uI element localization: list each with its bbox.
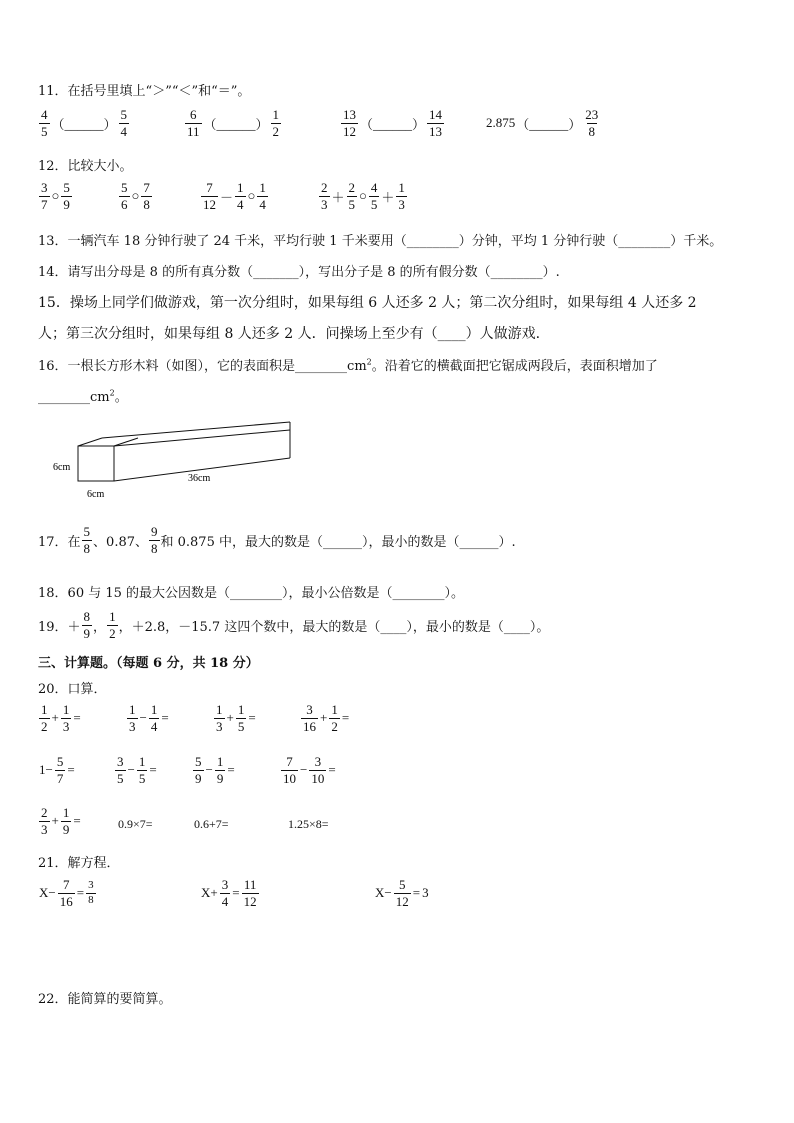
equation: X+ $\frac{3}{4}$ = $\frac{11}{12}$ (201, 877, 257, 909)
q12-instruction: 12．比较大小。 (38, 159, 133, 174)
q15-line-1: 15．操场上同学们做游戏，第一次分组时，如果每组 6 人还多 2 人；第二次分组时，如果每组 4 人还多 2 (38, 295, 697, 311)
q20-expr: 0.9×7= (118, 817, 153, 831)
q14-text: 14．请写出分母是 8 的所有真分数（_______），写出分子是 8 的所有假分数（________）. (38, 265, 560, 280)
q20-expr: $\frac{7}{10}$ − $\frac{3}{10}$ = (283, 754, 336, 786)
q20-row-2 (38, 755, 438, 791)
width-label: 6cm (87, 489, 105, 500)
q20-expr: $\frac{1}{3}$ + $\frac{1}{5}$ = (216, 702, 256, 734)
q15-line-2: 人；第三次分组时，如果每组 8 人还多 2 人．问操场上至少有（____）人做游戏. (38, 326, 541, 342)
q12-item-4: $\frac{2}{3}$ ＋ $\frac{2}{5}$ ○ $\frac{4}{5}$ ＋ $\frac{1}{3}$ (321, 180, 405, 212)
q20-instruction: 20．口算． (38, 682, 107, 697)
q20-expr: $\frac{3}{16}$ + $\frac{1}{2}$ = (303, 702, 350, 734)
q18-text: 18．60 与 15 的最大公因数是（________），最小公倍数是（________）。 (38, 586, 465, 601)
prism-figure (50, 415, 300, 505)
q17-text: 17．在 $\frac{5}{8}$ 、0.87、 $\frac{9}{8}$ 和 0.875 中，最大的数是（______），最小的数是（______）. (38, 524, 516, 556)
q11-instruction: 11．在括号里填上“＞”“＜”和“＝”。 (38, 84, 251, 99)
q22-text: 22．能简算的要简算。 (38, 992, 172, 1007)
compare-circle[interactable]: ○ (51, 188, 60, 204)
q20-expr: 0.6+7= (194, 817, 229, 831)
q20-expr: 1− $\frac{5}{7}$ = (39, 754, 75, 786)
equation: X− $\frac{7}{16}$ = $\frac{3}{8}$ (39, 877, 94, 909)
q20-expr: $\frac{1}{2}$ + $\frac{1}{3}$ = (41, 702, 81, 734)
compare-circle[interactable]: ○ (359, 188, 367, 204)
q13-text: 13．一辆汽车 18 分钟行驶了 24 千米，平均行驶 1 千米要用（________）分钟，平均 1 分钟行驶（________）千米。 (38, 234, 723, 249)
q19-text: 19．＋ $\frac{8}{9}$ ， $\frac{1}{2}$ ，＋2.8，－15.7 这四个数中，最大的数是（____），最小的数是（____）。 (38, 609, 550, 641)
answer-blank[interactable]: （______） (516, 116, 582, 132)
answer-blank[interactable]: （______） (203, 116, 269, 132)
length-label: 36cm (188, 473, 211, 484)
q11-item-1: $\frac{4}{5}$ （______） $\frac{5}{4}$ (41, 107, 128, 139)
section-title: 三、计算题。（每题 6 分，共 18 分） (38, 656, 259, 671)
q21-equations (38, 878, 498, 918)
q20-expr: $\frac{3}{5}$ − $\frac{1}{5}$ = (117, 754, 157, 786)
prism-edge (78, 438, 102, 446)
q20-expr: $\frac{5}{9}$ − $\frac{1}{9}$ = (195, 754, 235, 786)
prism-front-face (78, 446, 114, 481)
equation: X− $\frac{5}{12}$ = 3 (375, 877, 429, 909)
prism-top-front-edge (114, 430, 290, 446)
q20-expr: 1.25×8= (288, 817, 329, 831)
q20-row-3 (38, 806, 438, 842)
q12-item-1: $\frac{3}{7}$ ○ $\frac{5}{9}$ (41, 180, 70, 212)
q12-item-3: $\frac{7}{12}$ － $\frac{1}{4}$ ○ $\frac{1}{4}$ (203, 180, 266, 212)
q20-expr: $\frac{1}{3}$ − $\frac{1}{4}$ = (129, 702, 169, 734)
q20-row-1 (38, 703, 438, 739)
q16-line-2: $\_\_\_\_\_\_\_\_cm^2$。 (38, 388, 128, 405)
q16-line-1: 16．一根长方形木料（如图），它的表面积是$\_\_\_\_\_\_\_\_cm^2$。沿着它的横截面把它锯成两段后，表面积增加了 (38, 357, 658, 374)
compare-circle[interactable]: ○ (131, 188, 140, 204)
prism-top-back-edge (102, 422, 290, 438)
q11-item-3: $\frac{13}{12}$ （______） $\frac{14}{13}$ (343, 107, 443, 139)
q11-item-4: 2.875 （______） $\frac{23}{8}$ (486, 107, 599, 139)
answer-blank[interactable]: （______） (360, 116, 426, 132)
compare-circle[interactable]: ○ (247, 188, 256, 204)
answer-blank[interactable]: （______） (51, 116, 117, 132)
q20-expr: $\frac{2}{3}$ + $\frac{1}{9}$ = (41, 805, 81, 837)
q11-item-2: $\frac{6}{11}$ （______） $\frac{1}{2}$ (187, 107, 280, 139)
height-label: 6cm (53, 462, 71, 473)
q12-item-2: $\frac{5}{6}$ ○ $\frac{7}{8}$ (121, 180, 150, 212)
q21-instruction: 21．解方程． (38, 856, 120, 871)
